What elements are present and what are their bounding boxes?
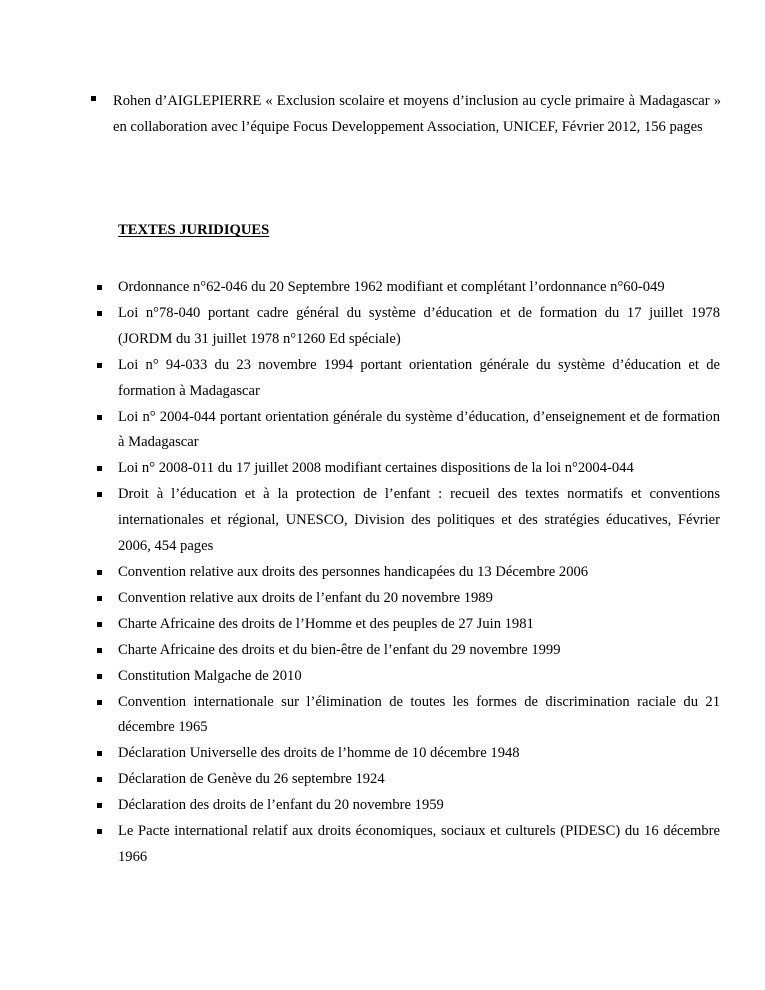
square-bullet-icon	[97, 622, 102, 627]
legal-text: Déclaration de Genève du 26 septembre 1924	[118, 771, 385, 788]
list-item	[97, 741, 720, 767]
square-bullet-icon	[91, 96, 96, 101]
list-item	[97, 638, 720, 664]
legal-text: Convention relative aux droits de l’enfant du 20 novembre 1989	[118, 589, 493, 606]
legal-text: Convention relative aux droits des personnes handicapées du 13 Décembre 2006	[118, 563, 589, 580]
legal-text: Déclaration Universelle des droits de l’homme de 10 décembre 1948	[118, 745, 520, 762]
square-bullet-icon	[97, 700, 102, 705]
list-item	[97, 275, 720, 301]
list-item	[91, 88, 721, 140]
square-bullet-icon	[97, 803, 102, 808]
list-item	[97, 586, 720, 612]
legal-texts-list	[97, 275, 720, 871]
square-bullet-icon	[97, 648, 102, 653]
legal-text: Loi n° 2008-011 du 17 juillet 2008 modifiant certaines dispositions de la loi n°2004-044	[118, 460, 634, 477]
square-bullet-icon	[97, 777, 102, 782]
list-item	[97, 353, 720, 405]
legal-text: Droit à l’éducation et à la protection de l’enfant : recueil des textes normatifs et conventions internationales et régional, UNESCO, Division des politiques et des stratégies éducatives, Février 2006, 454 pages	[118, 486, 720, 555]
square-bullet-icon	[97, 466, 102, 471]
legal-text: Loi n° 94-033 du 23 novembre 1994 portant orientation générale du système d’éducation et de formation à Madagascar	[118, 356, 720, 399]
bibliography-entry: Rohen d’AIGLEPIERRE « Exclusion scolaire et moyens d’inclusion au cycle primaire à Madagascar » en collaboration avec l’équipe Focus Developpement Association, UNICEF, Février 2012, 156 pages	[113, 93, 721, 135]
square-bullet-icon	[97, 596, 102, 601]
list-item	[97, 482, 720, 560]
list-item	[97, 612, 720, 638]
list-item	[97, 664, 720, 690]
square-bullet-icon	[97, 674, 102, 679]
legal-text: Charte Africaine des droits de l’Homme et des peuples de 27 Juin 1981	[118, 615, 534, 632]
legal-text: Loi n° 2004-044 portant orientation générale du système d’éducation, d’enseignement et de formation à Madagascar	[118, 408, 720, 451]
square-bullet-icon	[97, 363, 102, 368]
legal-text: Ordonnance n°62-046 du 20 Septembre 1962 modifiant et complétant l’ordonnance n°60-049	[118, 279, 665, 295]
bibliography-list	[91, 88, 721, 140]
list-item	[97, 767, 720, 793]
list-item	[97, 301, 720, 353]
square-bullet-icon	[97, 285, 102, 290]
legal-text: Déclaration des droits de l’enfant du 20 novembre 1959	[118, 797, 444, 814]
square-bullet-icon	[97, 751, 102, 756]
square-bullet-icon	[97, 570, 102, 575]
list-item	[97, 560, 720, 586]
section-title: TEXTES JURIDIQUES	[118, 222, 270, 238]
legal-text: Loi n°78-040 portant cadre général du système d’éducation et de formation du 17 juillet 1978 (JORDM du 31 juillet 1978 n°1260 Ed spéciale)	[118, 304, 720, 347]
list-item	[97, 819, 720, 871]
square-bullet-icon	[97, 415, 102, 420]
legal-text: Charte Africaine des droits et du bien-être de l’enfant du 29 novembre 1999	[118, 641, 561, 658]
list-item	[97, 456, 720, 482]
list-item	[97, 793, 720, 819]
legal-text: Constitution Malgache de 2010	[118, 667, 302, 684]
list-item	[97, 405, 720, 457]
square-bullet-icon	[97, 492, 102, 497]
legal-text: Le Pacte international relatif aux droits économiques, sociaux et culturels (PIDESC) du 16 décembre 1966	[118, 823, 720, 865]
legal-text: Convention internationale sur l’élimination de toutes les formes de discrimination raciale du 21 décembre 1965	[118, 693, 720, 736]
square-bullet-icon	[97, 311, 102, 316]
list-item	[97, 690, 720, 742]
square-bullet-icon	[97, 829, 102, 834]
